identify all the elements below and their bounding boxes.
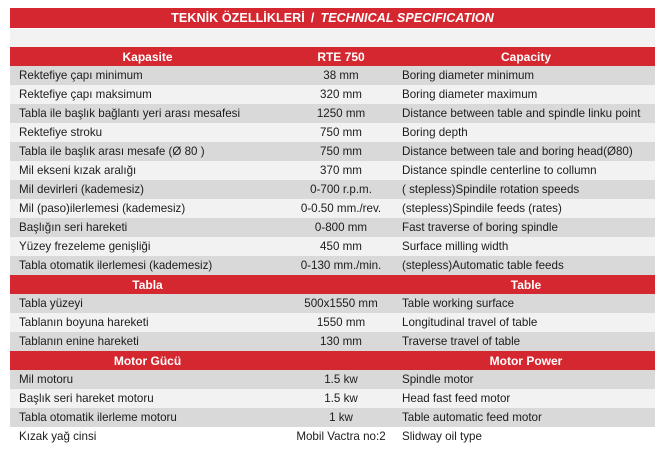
table-row (10, 237, 655, 256)
table-spacer (10, 29, 655, 47)
spec-label-en: Surface milling width (402, 240, 509, 253)
spec-label-tr: Mil motoru (19, 373, 74, 386)
table-row (10, 313, 655, 332)
spec-label-tr: Kızak yağ cinsi (19, 430, 97, 443)
spec-label-tr: Tabla yüzeyi (19, 297, 83, 310)
table-row (10, 294, 655, 313)
spec-label-tr: Başlık seri hareket motoru (19, 392, 154, 405)
table-row (10, 408, 655, 427)
spec-label-tr: Mil ekseni kızak aralığı (19, 164, 137, 177)
title-separator: / (310, 11, 315, 25)
spec-value: 1250 mm (316, 107, 366, 120)
spec-label-en: Head fast feed motor (402, 392, 511, 405)
section-title-en: Table (510, 277, 542, 292)
spec-label-tr: Tabla ile başlık bağlantı yeri arası mesafesi (19, 107, 241, 120)
spec-label-tr: Rektefiye çapı maksimum (19, 88, 152, 101)
section-header-capacity (10, 47, 655, 66)
table-row (10, 85, 655, 104)
spec-label-en: Fast traverse of boring spindle (402, 221, 558, 234)
spec-value: 0-700 r.p.m. (310, 183, 372, 196)
spec-label-tr: Tablanın boyuna hareketi (19, 316, 149, 329)
spec-label-en: Distance between tale and boring head(Ø80) (402, 145, 633, 158)
page-title (10, 8, 655, 28)
model-name: RTE 750 (317, 49, 365, 64)
spec-label-en: ( stepless)Spindile rotation speeds (402, 183, 580, 196)
spec-label-tr: Tabla otomatik ilerlemesi (kademesiz) (19, 259, 213, 272)
table-row (10, 389, 655, 408)
table-row (10, 180, 655, 199)
section-title-en: Motor Power (489, 353, 563, 368)
spec-label-en: Table working surface (402, 297, 515, 310)
section-title-tr: Motor Gücü (113, 353, 182, 368)
spec-value: 1 kw (329, 411, 353, 424)
section-header-motor-power (10, 351, 655, 370)
spec-label-en: Traverse travel of table (402, 335, 521, 348)
spec-label-tr: Tabla ile başlık arası mesafe (Ø 80 ) (19, 145, 205, 158)
spec-value: 1.5 kw (324, 373, 358, 386)
spec-label-en: (stepless)Automatic table feeds (402, 259, 564, 272)
section-title-tr: Tabla (132, 277, 163, 292)
spec-value: 450 mm (320, 240, 362, 253)
table-row (10, 142, 655, 161)
table-row (10, 199, 655, 218)
spec-label-tr: Mil (paso)ilerlemesi (kademesiz) (19, 202, 186, 215)
spec-label-tr: Rektefiye çapı minimum (19, 69, 143, 82)
title-english: TECHNICAL SPECIFICATION (320, 11, 494, 25)
spec-label-tr: Rektefiye stroku (19, 126, 103, 139)
spec-label-en: Boring diameter maximum (402, 88, 538, 101)
spec-label-en: Distance spindle centerline to collumn (402, 164, 597, 177)
spec-label-en: Distance between table and spindle linku point (402, 107, 641, 120)
table-row (10, 256, 655, 275)
table-row (10, 370, 655, 389)
spec-value: 370 mm (320, 164, 362, 177)
spec-label-tr: Başlığın seri hareketi (19, 221, 128, 234)
spec-label-tr: Mil devirleri (kademesiz) (19, 183, 144, 196)
spec-value: 750 mm (320, 126, 362, 139)
table-row (10, 66, 655, 85)
spec-label-en: Boring depth (402, 126, 468, 139)
spec-value: 0-0.50 mm./rev. (300, 202, 382, 215)
title-turkish: TEKNİK ÖZELLİKLERİ (171, 11, 305, 25)
table-row (10, 104, 655, 123)
spec-table (10, 29, 655, 446)
table-row (10, 332, 655, 351)
section-header-table (10, 275, 655, 294)
spec-label-en: Table automatic feed motor (402, 411, 542, 424)
section-title-tr: Kapasite (122, 49, 173, 64)
spec-label-en: (stepless)Spindile feeds (rates) (402, 202, 562, 215)
spec-value: 130 mm (320, 335, 362, 348)
spec-value: 0-800 mm (314, 221, 368, 234)
table-row (10, 218, 655, 237)
spec-label-en: Slidway oil type (402, 430, 482, 443)
spec-label-tr: Yüzey frezeleme genişliği (19, 240, 151, 253)
spec-value: 38 mm (323, 69, 359, 82)
spec-value: Mobil Vactra no:2 (296, 430, 386, 443)
table-row (10, 427, 655, 446)
table-row (10, 123, 655, 142)
table-row (10, 161, 655, 180)
spec-label-en: Boring diameter minimum (402, 69, 535, 82)
spec-label-tr: Tablanın enine hareketi (19, 335, 139, 348)
spec-value: 1550 mm (316, 316, 366, 329)
spec-value: 750 mm (320, 145, 362, 158)
section-title-en: Capacity (500, 49, 552, 64)
spec-label-en: Longitudinal travel of table (402, 316, 538, 329)
spec-value: 1.5 kw (324, 392, 358, 405)
spec-value: 500x1550 mm (304, 297, 378, 310)
spec-value: 320 mm (320, 88, 362, 101)
spec-label-en: Spindle motor (402, 373, 474, 386)
spec-label-tr: Tabla otomatik ilerleme motoru (19, 411, 177, 424)
spec-value: 0-130 mm./min. (300, 259, 382, 272)
